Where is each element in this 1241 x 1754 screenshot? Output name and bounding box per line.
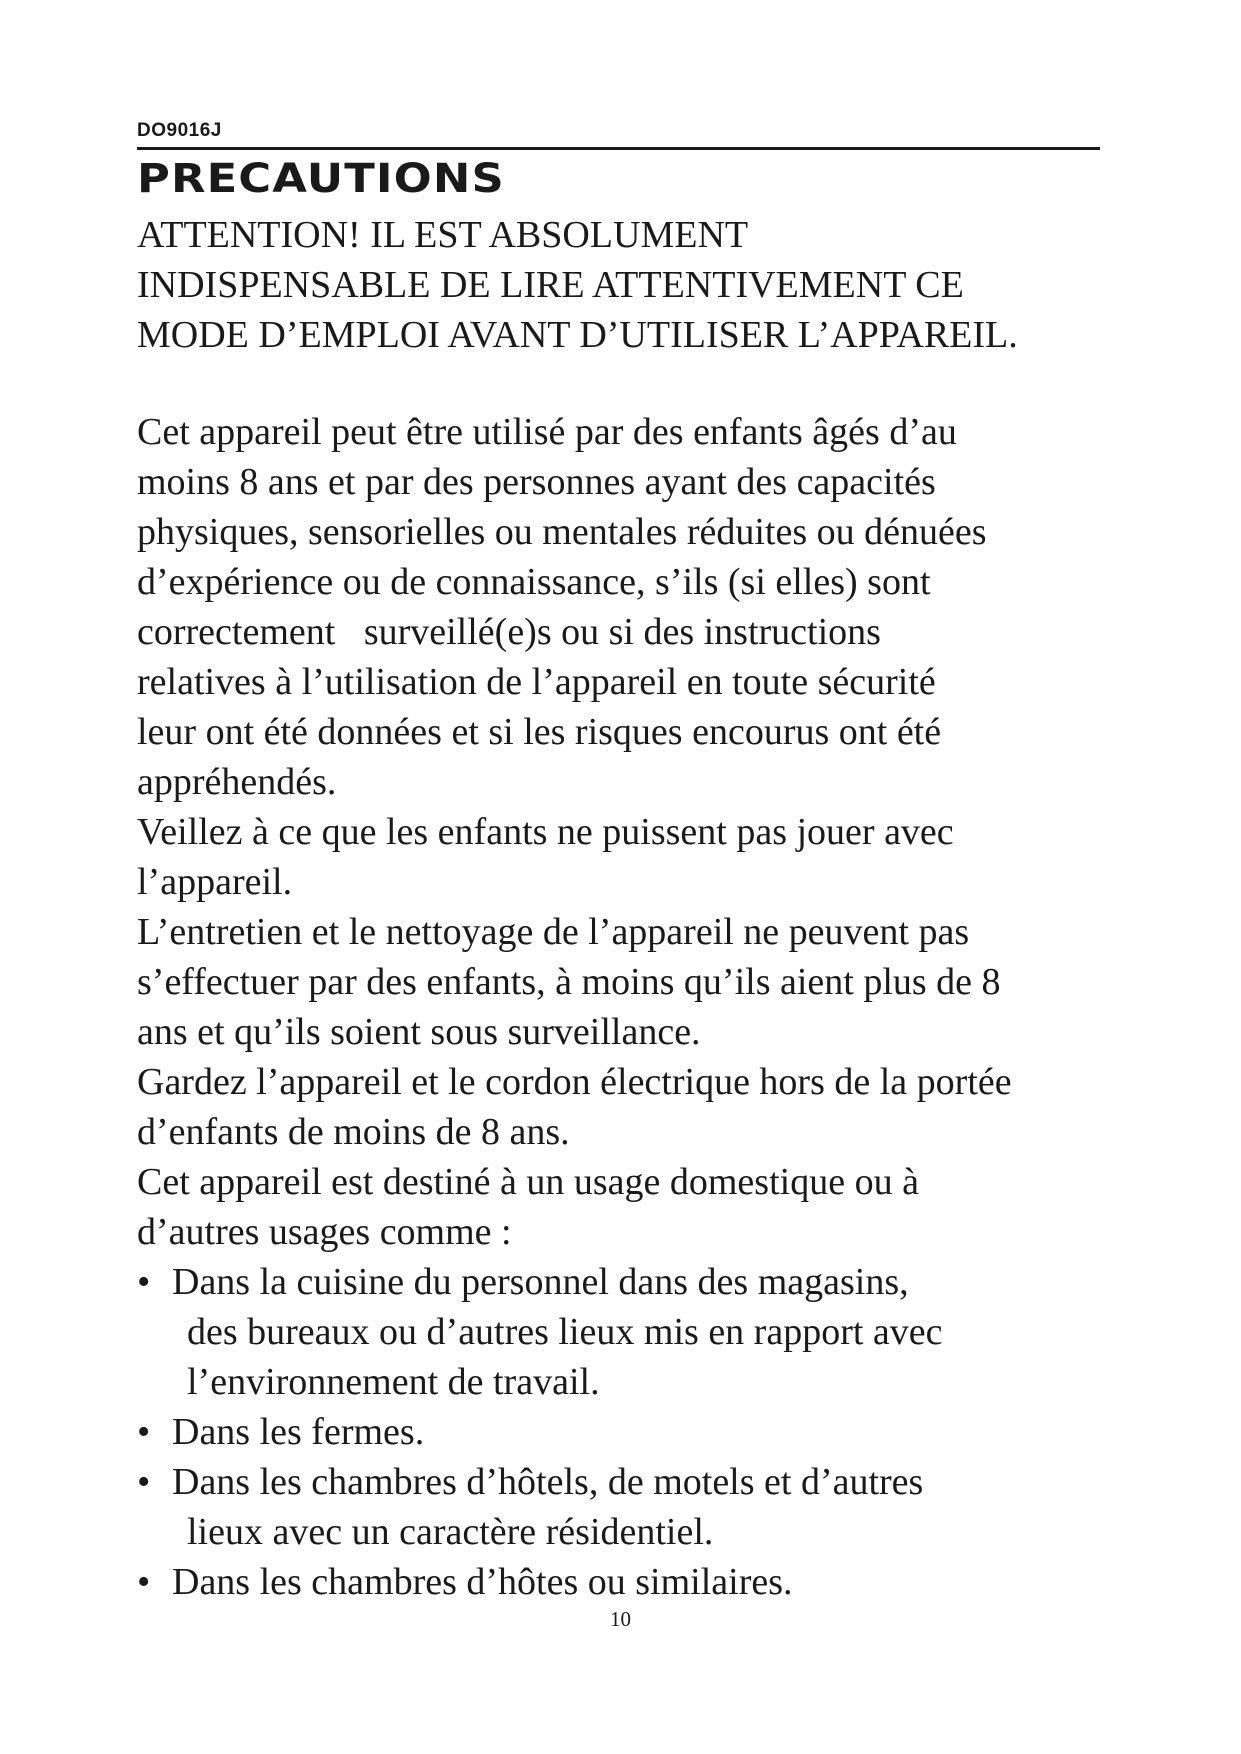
bullet-text: Dans la cuisine du personnel dans des magasins,	[172, 1261, 909, 1303]
body-line: l’appareil.	[137, 861, 293, 903]
header-rule	[137, 147, 1100, 150]
warning-block	[137, 210, 1018, 360]
bullet-item	[137, 1457, 1012, 1507]
bullet-icon: •	[137, 1461, 151, 1503]
bullet-text: Dans les chambres d’hôtels, de motels et d’autres	[172, 1461, 924, 1503]
body-line: Cet appareil est destiné à un usage domestique ou à	[137, 1161, 919, 1203]
bullet-icon: •	[137, 1261, 151, 1303]
bullet-text: Dans les fermes.	[172, 1411, 425, 1453]
section-title: PRECAUTIONS	[137, 156, 505, 202]
page-number: 10	[610, 1607, 631, 1631]
body-line: relatives à l’utilisation de l’appareil en toute sécurité	[137, 661, 936, 703]
body-line: d’autres usages comme :	[137, 1211, 512, 1253]
body-line: d’enfants de moins de 8 ans.	[137, 1111, 570, 1153]
bullet-continuation: l’environnement de travail.	[187, 1361, 600, 1403]
body-line: Cet appareil peut être utilisé par des enfants âgés d’au	[137, 411, 957, 453]
bullet-item	[137, 1407, 1012, 1457]
bullet-icon: •	[137, 1411, 151, 1453]
body-line: Veillez à ce que les enfants ne puissent pas jouer avec	[137, 811, 954, 853]
body-line: s’effectuer par des enfants, à moins qu’ils aient plus de 8	[137, 961, 1001, 1003]
warning-line: MODE D’EMPLOI AVANT D’UTILISER L’APPAREIL.	[137, 314, 1018, 356]
body-line: ans et qu’ils soient sous surveillance.	[137, 1011, 701, 1053]
body-line: L’entretien et le nettoyage de l’appareil ne peuvent pas	[137, 911, 970, 953]
model-number: DO9016J	[137, 120, 222, 141]
body-line: leur ont été données et si les risques encourus ont été	[137, 711, 942, 753]
warning-line: ATTENTION! IL EST ABSOLUMENT	[137, 214, 749, 256]
bullet-continuation: des bureaux ou d’autres lieux mis en rapport avec	[187, 1311, 943, 1353]
warning-line: INDISPENSABLE DE LIRE ATTENTIVEMENT CE	[137, 264, 964, 306]
body-line: correctement surveillé(e)s ou si des instructions	[137, 611, 881, 653]
bullet-icon: •	[137, 1561, 151, 1603]
body-line: physiques, sensorielles ou mentales réduites ou dénuées	[137, 511, 987, 553]
body-line: d’expérience ou de connaissance, s’ils (si elles) sont	[137, 561, 931, 603]
bullet-item	[137, 1257, 1012, 1307]
body-line: Gardez l’appareil et le cordon électrique hors de la portée	[137, 1061, 1012, 1103]
body-line: appréhendés.	[137, 761, 337, 803]
bullet-item	[137, 1557, 1012, 1607]
bullet-continuation: lieux avec un caractère résidentiel.	[187, 1511, 714, 1553]
body-line: moins 8 ans et par des personnes ayant des capacités	[137, 461, 936, 503]
bullet-text: Dans les chambres d’hôtes ou similaires.	[172, 1561, 793, 1603]
body-text	[137, 407, 1012, 1607]
